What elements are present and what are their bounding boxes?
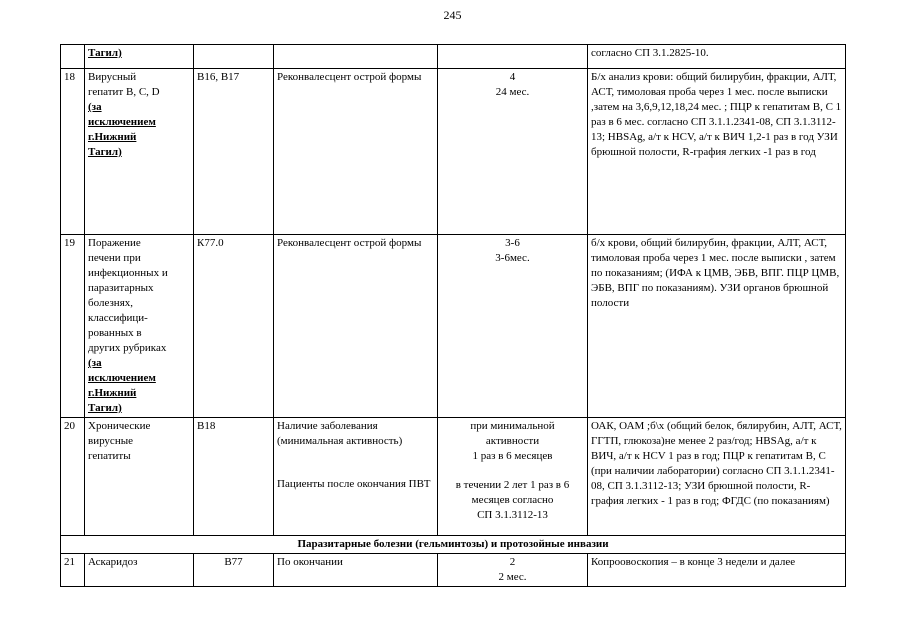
disease-line: вирусные [88, 435, 133, 447]
exam-cell: Б/х анализ крови: общий билирубин, фракции, АЛТ, АСТ, тимоловая проба через 1 мес. после выписки ,затем на 3,6,9,12,18,24 мес. ; ПЦР к гепатитам В, С 1 раз в 6 мес. согласно СП 3.1.1.2341-08, СП 3.1.3112-13; HBSAg, а/т к HCV, а/т к ВИЧ 1,2-1 раз в год УЗИ брюшной полости, R-графия легких -1 раз в год [588, 69, 846, 235]
code-cell: В18 [194, 418, 274, 536]
section-title: Паразитарные болезни (гельминтозы) и протозойные инвазии [61, 536, 846, 554]
period-line: СП 3.1.3112-13 [477, 509, 548, 521]
period-cell [438, 418, 588, 536]
disease-line: печени при [88, 252, 141, 264]
group-active: Наличие заболевания (минимальная активность) [277, 420, 403, 447]
period-line: 3-6мес. [495, 252, 530, 264]
disease-line: Аскаридоз [88, 556, 138, 568]
disease-note: г.Нижний [88, 131, 137, 143]
disease-note: г.Нижний [88, 387, 137, 399]
disease-line: Вирусный [88, 71, 137, 83]
disease-cell [85, 235, 194, 418]
period-line: 2 мес. [498, 571, 527, 583]
disease-note: Тагил) [88, 402, 122, 414]
period-line: при минимальной [470, 420, 555, 432]
exam-cell: согласно СП 3.1.2825-10. [588, 45, 846, 69]
period-line: 3-6 [505, 237, 520, 249]
period-line: месяцев согласно [471, 494, 554, 506]
group-cell [274, 418, 438, 536]
period-line: активности [485, 435, 540, 447]
group-cell: По окончании [274, 554, 438, 587]
period-cell [438, 554, 588, 587]
disease-note: Тагил) [88, 47, 122, 59]
disease-line: инфекционных и [88, 267, 168, 279]
period-cell [438, 235, 588, 418]
table-row [61, 554, 846, 587]
disease-cell [85, 554, 194, 587]
exam-cell: Копроовоскопия – в конце 3 недели и далее [588, 554, 846, 587]
disease-cell [85, 418, 194, 536]
disease-line: гепатиты [88, 450, 131, 462]
page-number: 245 [443, 8, 462, 22]
period-cell [438, 45, 588, 69]
disease-note: исключением [88, 116, 156, 128]
table-row [61, 45, 846, 69]
row-number-cell: 18 [61, 69, 85, 235]
group-cell [274, 45, 438, 69]
disease-line: болезнях, [88, 297, 133, 309]
period-line: в течении 2 лет 1 раз в 6 [455, 479, 570, 491]
code-cell: К77.0 [194, 235, 274, 418]
table-row [61, 418, 846, 536]
section-row [61, 536, 846, 554]
period-line: 1 раз в 6 месяцев [472, 450, 553, 462]
disease-note: исключением [88, 372, 156, 384]
disease-cell [85, 69, 194, 235]
row-number-cell [61, 45, 85, 69]
disease-note: (за [88, 357, 102, 369]
disease-note: Тагил) [88, 146, 122, 158]
code-cell [194, 45, 274, 69]
row-number-cell: 21 [61, 554, 85, 587]
row-number-cell: 20 [61, 418, 85, 536]
dispensary-table [60, 44, 846, 587]
disease-line: Поражение [88, 237, 141, 249]
disease-line: Хронические [88, 420, 151, 432]
row-number-cell: 19 [61, 235, 85, 418]
table-row [61, 69, 846, 235]
code-cell: В77 [194, 554, 274, 587]
group-cell: Реконвалесцент острой формы [274, 235, 438, 418]
disease-line: классифици- [88, 312, 148, 324]
group-cell: Реконвалесцент острой формы [274, 69, 438, 235]
disease-line: других рубриках [88, 342, 167, 354]
exam-cell: ОАК, ОАМ ;б\х (общий белок, бялирубин, АЛТ, АСТ, ГГТП, глюкоза)не менее 2 раз/год; HBSAg, а/т к ВИЧ, а/т к HCV 1 раз в год; ПЦР к гепатитам В, С (при наличии лаборатории) согласно СП 3.1.1.2341-08, СП 3.1.3112-13; УЗИ брюшной полости, R-графия легких - 1 раз в год; ФГДС (по показаниям) [588, 418, 846, 536]
disease-line: гепатит В, С, D [88, 86, 160, 98]
period-cell [438, 69, 588, 235]
disease-cell [85, 45, 194, 69]
disease-line: паразитарных [88, 282, 154, 294]
disease-line: рованных в [88, 327, 142, 339]
exam-cell: б/х крови, общий билирубин, фракции, АЛТ, АСТ, тимоловая проба через 1 мес. после выписки , затем по показаниям; (ИФА к ЦМВ, ЭБВ, ВПГ. ПЦР ЦМВ, ЭБВ, ВПГ по показаниям). УЗИ органов брюшной полости [588, 235, 846, 418]
period-line: 2 [509, 556, 516, 568]
period-line: 4 [509, 71, 516, 83]
code-cell: В16, В17 [194, 69, 274, 235]
table-row [61, 235, 846, 418]
group-after-therapy: Пациенты после окончания ПВТ [277, 478, 431, 490]
disease-note: (за [88, 101, 102, 113]
period-line: 24 мес. [495, 86, 530, 98]
